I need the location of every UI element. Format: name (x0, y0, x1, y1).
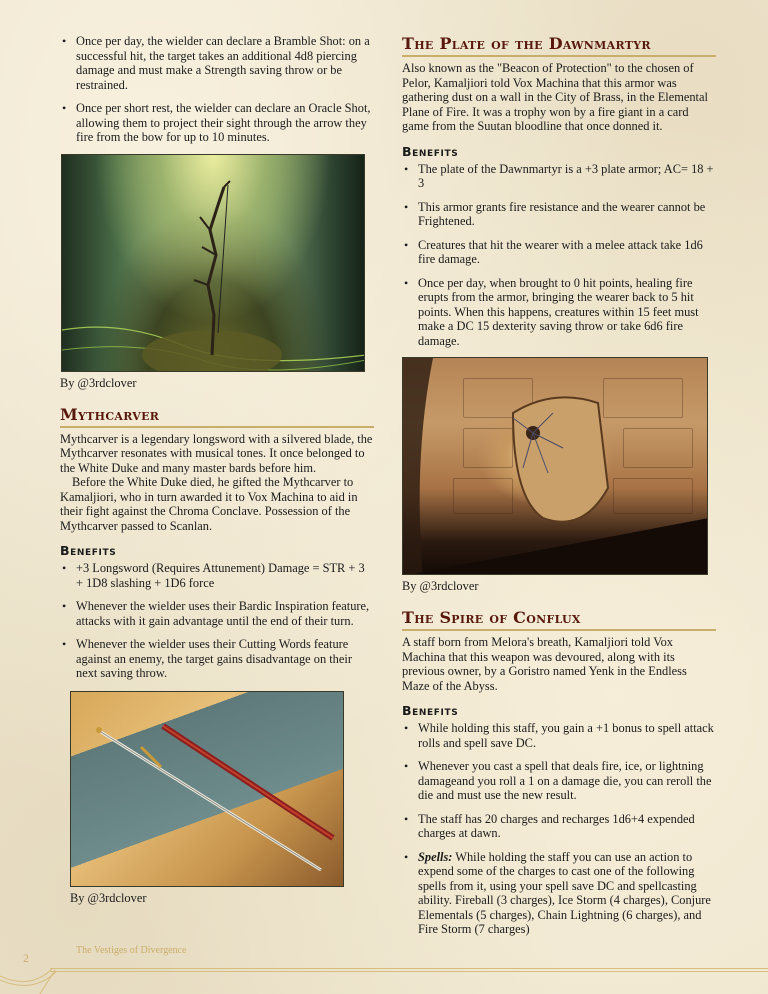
list-item: • Creatures that hit the wearer with a melee attack take 1d6 fire damage. (402, 238, 716, 267)
bow-illustration (61, 154, 365, 372)
dawnmartyr-benefits-list (402, 162, 716, 349)
mythcarver-illustration (70, 691, 344, 887)
list-item: • +3 Longsword (Requires Attunement) Damage = STR + 3 + 1D8 slashing + 1D6 force (60, 561, 374, 590)
mythcarver-description-continued: Before the White Duke died, he gifted the Mythcarver to Kamaljiori, who in turn awarded it to Vox Machina to aid in their fight against the Chroma Conclave. Possession of the Mythcarver passed to Scanlan. (60, 475, 358, 533)
page-number: 2 (23, 951, 29, 965)
footer-rule (50, 968, 768, 972)
left-column (60, 34, 374, 906)
mythcarver-benefits-heading: Benefits (60, 543, 117, 558)
list-item: • This armor grants fire resistance and the wearer cannot be Frightened. (402, 200, 716, 229)
image-caption: By @3rdclover (402, 579, 479, 593)
conflux-title: The Spire of Conflux (402, 608, 716, 631)
sword-icon (71, 692, 344, 887)
footer-ornament-icon (0, 960, 60, 994)
list-item: • Whenever the wielder uses their Bardic Inspiration feature, attacks with it gain advantage until the end of their turn. (60, 599, 374, 628)
spells-text: While holding the staff you can use an action to expend some of the charges to cast one of the following spells from it, using your spell save DC and spellcasting ability. Fireball (3 charges), Ice Storm (4 charges), Conjure Elementals (5 charges), Chain Lightning (6 charges), and Fire Storm (7 charges) (418, 849, 711, 936)
image-caption: By @3rdclover (60, 375, 137, 390)
mythcarver-description: Mythcarver is a legendary longsword with a silvered blade, the Mythcarver resonates with musical tones. It once belonged to the White Duke and many master bards before him. (60, 431, 373, 475)
conflux-benefits-list (402, 721, 716, 937)
spells-label: Spells: (418, 849, 453, 864)
right-column (402, 34, 716, 946)
breastplate-icon (403, 358, 708, 575)
list-item: • Whenever you cast a spell that deals fire, ice, or lightning damageand you roll a 1 on a damage die, you can reroll the die and must use the new result. (402, 759, 716, 803)
dawnmartyr-benefits-heading: Benefits (402, 143, 459, 159)
mythcarver-benefits-list (60, 561, 374, 681)
list-item: • The staff has 20 charges and recharges 1d6+4 expended charges at dawn. (402, 812, 716, 841)
dawnmartyr-description: Also known as the "Beacon of Protection" to the chosen of Pelor, Kamaljiori told Vox Machina that this armor was gathering dust on a wall in the City of Brass, in the Elemental Plane of Fire. It was a trophy won by a fire giant in a card game from the Suutan bloodline that once donned it. (402, 61, 708, 133)
dawnmartyr-title: The Plate of the Dawnmartyr (402, 34, 716, 57)
list-item: • Once per short rest, the wielder can declare an Oracle Shot, allowing them to project their sight through the arrow they fire from the bow for up to 10 minutes. (60, 101, 374, 145)
conflux-benefits-heading: Benefits (402, 703, 459, 718)
image-caption: By @3rdclover (70, 890, 147, 905)
list-item: • While holding this staff, you gain a +1 bonus to spell attack rolls and spell save DC. (402, 721, 716, 750)
list-item: • Once per day, the wielder can declare a Bramble Shot: on a successful hit, the target takes an additional 4d8 piercing damage and must make a Strength saving throw or be restrained. (60, 34, 374, 92)
dawnmartyr-illustration (402, 357, 708, 575)
list-item (402, 850, 716, 937)
list-item: • The plate of the Dawnmartyr is a +3 plate armor; AC= 18 + 3 (402, 162, 716, 191)
conflux-description: A staff born from Melora's breath, Kamaljiori told Vox Machina that this weapon was devoured, along with its previous owner, by a Goristro named Yenk in the Endless Maze of the Abyss. (402, 635, 687, 693)
bramble-bow-icon (62, 155, 365, 372)
footer-document-title: The Vestiges of Divergence (76, 945, 187, 956)
mythcarver-title: Mythcarver (60, 405, 374, 428)
list-item: • Once per day, when brought to 0 hit points, healing fire erupts from the armor, bringing the wearer back to 5 hit points. When this happens, creatures within 15 feet must make a DC 15 dexterity saving throw or take 6d6 fire damage. (402, 276, 716, 349)
bow-benefits-list (60, 34, 374, 145)
list-item: • Whenever the wielder uses their Cutting Words feature against an enemy, the target gains disadvantage on their next saving throw. (60, 637, 374, 681)
